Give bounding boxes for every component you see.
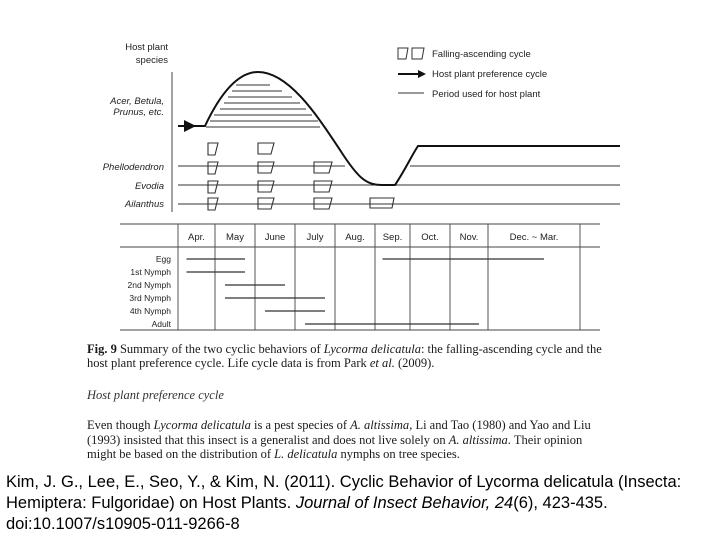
falling-ascending-icon: [398, 48, 424, 59]
figure-caption: [87, 342, 607, 370]
month-label: Sep.: [382, 232, 403, 243]
legend-label-preference: Host plant preference cycle: [432, 69, 548, 80]
preference-cycle-curve: [178, 72, 620, 185]
host-label-phellodendron: Phellodendron: [102, 162, 164, 173]
stage-bars: [187, 259, 545, 324]
month-label: Oct.: [421, 232, 439, 243]
legend-label-period: Period used for host plant: [432, 89, 541, 100]
arrow-head-icon: [418, 70, 426, 78]
stage-label: Adult: [151, 319, 171, 329]
y-axis-label-line1: Host plant: [125, 42, 168, 53]
citation-authors: Kim, J. G., Lee, E., Seo, Y., & Kim, N. (2011). Cyclic Behavior of Lycorma delicatula (Insecta: Hemiptera: Fulgoridae) on Host Plants.: [6, 473, 682, 512]
body-host-2: A. altissima: [448, 432, 508, 447]
body-text-5: nymphs on tree species.: [340, 447, 460, 461]
y-axis-label-line2: species: [135, 55, 168, 66]
body-species: Lycorma delicatula: [153, 418, 251, 432]
month-label: May: [226, 232, 244, 243]
stage-labels: [128, 254, 172, 329]
host-group-label-1: Acer, Betula,: [110, 96, 164, 107]
body-text-3: , Li and Tao (1980) and Yao and Liu (1993) insisted that this insect is a generalist and does not live solely on: [87, 418, 591, 447]
legend: [398, 48, 547, 100]
citation-journal: Journal of Insect Behavior,: [295, 494, 491, 512]
citation-doi: doi:10.1007/s10905-011-9266-8: [6, 515, 240, 533]
month-label: Aug.: [345, 232, 365, 243]
month-label: Apr.: [188, 232, 205, 243]
month-label: July: [306, 232, 324, 243]
month-labels: [188, 232, 558, 243]
caption-etal: et al.: [369, 356, 395, 370]
acer-usage-hatch: [206, 85, 320, 127]
month-label: Dec. ~ Mar.: [509, 232, 559, 243]
caption-text-2: : the falling-ascending cycle and the host plant preference cycle. Life cycle data is from Park: [87, 342, 602, 370]
body-text-1: Even though: [87, 418, 151, 432]
stage-label: 1st Nymph: [130, 267, 171, 277]
caption-species: Lycorma delicatula: [323, 342, 421, 356]
figure-label: Fig. 9: [87, 342, 117, 356]
host-label-evodia: Evodia: [134, 181, 164, 192]
body-species-2: L. delicatula: [274, 447, 338, 461]
stage-label: Egg: [155, 254, 171, 264]
body-paragraph: [87, 418, 607, 462]
legend-label-falling: Falling-ascending cycle: [432, 49, 531, 60]
month-label: June: [264, 232, 286, 243]
stage-label: 2nd Nymph: [127, 280, 171, 290]
stage-label: 4th Nymph: [129, 306, 171, 316]
host-label-ailanthus: Ailanthus: [124, 199, 164, 210]
host-group-label-2: Prunus, etc.: [113, 107, 164, 118]
body-host-1: A. altissima: [350, 418, 410, 432]
citation: [6, 472, 712, 535]
month-label: Nov.: [459, 232, 479, 243]
body-text-4: . Their opinion might be based on the distribution of: [87, 432, 583, 461]
citation-issue-pages: (6), 423-435.: [513, 494, 608, 512]
citation-volume: 24: [494, 494, 514, 512]
stage-label: 3rd Nymph: [129, 293, 171, 303]
body-text-2: is a pest species of: [253, 418, 348, 432]
caption-text-1: Summary of the two cyclic behaviors of: [119, 342, 321, 356]
host-usage-lines: [178, 166, 620, 204]
falling-ascending-glyphs: [208, 143, 394, 210]
caption-year: (2009).: [397, 356, 435, 370]
section-heading: Host plant preference cycle: [87, 388, 224, 402]
